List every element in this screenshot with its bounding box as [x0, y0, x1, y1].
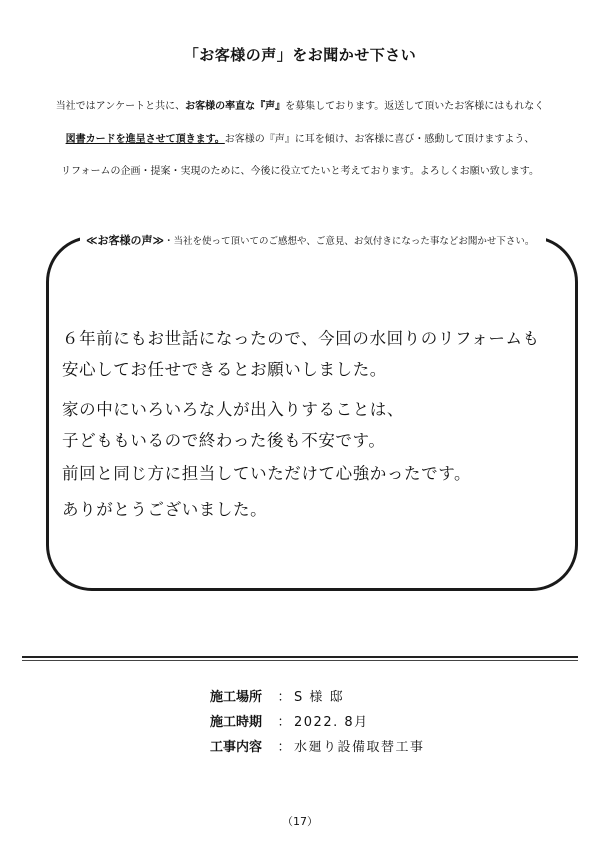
voice-line: 安心してお任せできるとお願いしました。: [62, 360, 387, 379]
voice-line: 前回と同じ方に担当していただけて心強かったです。: [62, 464, 472, 483]
voice-box-label: ≪お客様の声≫: [86, 234, 165, 247]
info-value: 2022. 8月: [294, 715, 369, 730]
voice-box-note: ・当社を使って頂いてのご感想や、ご意見、お気付きになった事などお聞かせ下さい。: [164, 236, 535, 247]
voice-line: ６年前にもお世話になったので、今回の水回りのリフォームも: [62, 329, 540, 348]
info-separator: ：: [277, 715, 291, 730]
info-value: 水廻り設備取替工事: [294, 740, 425, 755]
intro-emphasis: お客様の率直な『声』: [185, 101, 286, 112]
info-separator: ：: [277, 740, 291, 755]
page-number: （17）: [282, 815, 318, 828]
voice-line: 家の中にいろいろな人が出入りすることは、: [62, 400, 404, 419]
info-key: 施工時期: [210, 715, 263, 730]
voice-line: ありがとうございました。: [62, 500, 268, 519]
intro-gift-notice: 図書カードを進呈させて頂きます。: [65, 134, 225, 145]
intro-text: お客様の『声』に耳を傾け、お客様に喜び・感動して頂けますよう、: [224, 134, 535, 145]
intro-text: を募集しております。返送して頂いたお客様にはもれなく: [285, 101, 545, 112]
page-title: 「お客様の声」をお聞かせ下さい: [183, 46, 417, 64]
voice-box-header: [80, 233, 546, 249]
info-key: 施工場所: [210, 690, 263, 705]
info-row-work: [210, 739, 425, 757]
intro-line-3: リフォームの企画・提案・実現のために、今後に役立てたいと考えております。よろしくお願い致します。: [61, 166, 539, 177]
intro-line-2: [20, 133, 580, 147]
info-value: S 様 邸: [294, 690, 345, 705]
info-row-site: [210, 689, 344, 707]
intro-text: 当社ではアンケートと共に、: [55, 101, 186, 112]
info-separator: ：: [277, 690, 291, 705]
info-key: 工事内容: [210, 740, 263, 755]
divider: [22, 660, 578, 661]
intro-line-1: [20, 100, 580, 114]
voice-line: 子どももいるので終わった後も不安です。: [62, 431, 386, 450]
divider: [22, 656, 578, 658]
info-row-period: [210, 714, 369, 732]
